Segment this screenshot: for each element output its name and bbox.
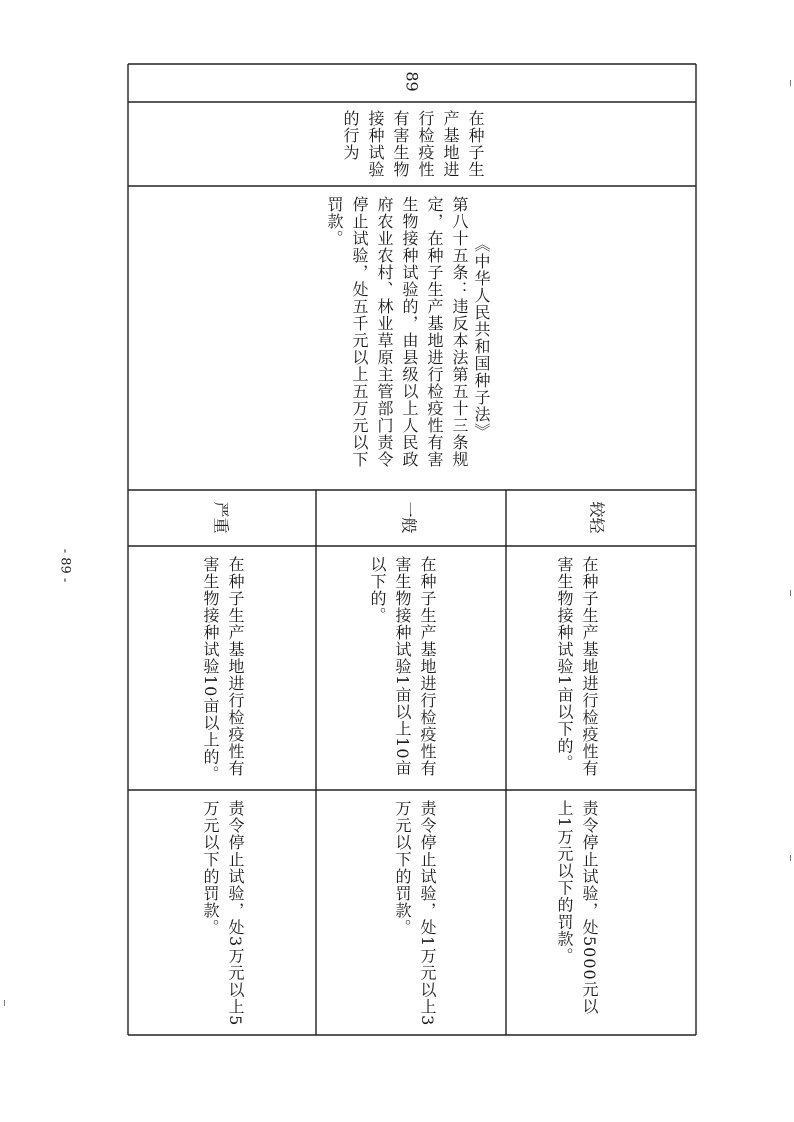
scan-mark [4, 1000, 5, 1006]
law-title: 《中华人民共和国种子法》 [472, 236, 491, 440]
penalty-serious: 责令停止试验，处3万元以上5万元以下的罚款。 [201, 800, 245, 1027]
scan-mark [790, 80, 791, 86]
penalty-general: 责令停止试验，处1万元以上3万元以下的罚款。 [393, 800, 437, 1027]
scan-mark [790, 590, 791, 596]
condition-minor: 在种子生产基地进行检疫性有害生物接种试验1亩以下的。 [555, 556, 599, 777]
violation-title: 在种子生产基地进行检疫性有害生物接种试验的行为 [341, 110, 485, 178]
header-page-number: 89 [402, 71, 422, 92]
grade-serious: 严重 [211, 501, 231, 534]
scan-mark [790, 855, 791, 861]
penalty-minor: 责令停止试验，处5000元以上1万元以下的罚款。 [555, 800, 599, 1015]
grade-general: 一般 [399, 501, 419, 534]
page-number: - 89 - [57, 548, 73, 583]
condition-serious: 在种子生产基地进行检疫性有害生物接种试验10亩以上的。 [201, 556, 245, 783]
condition-general: 在种子生产基地进行检疫性有害生物接种试验1亩以上10亩以下的。 [368, 556, 437, 777]
law-text: 第八十五条：违反本法第五十三条规定，在种子生产基地进行检疫性有害生物接种试验的，由县级以上人民政府农业农村、林业草原主管部门责令停止试验，处五千元以上五万元以下罚款。 [325, 196, 469, 468]
grade-minor: 较轻 [587, 501, 607, 534]
